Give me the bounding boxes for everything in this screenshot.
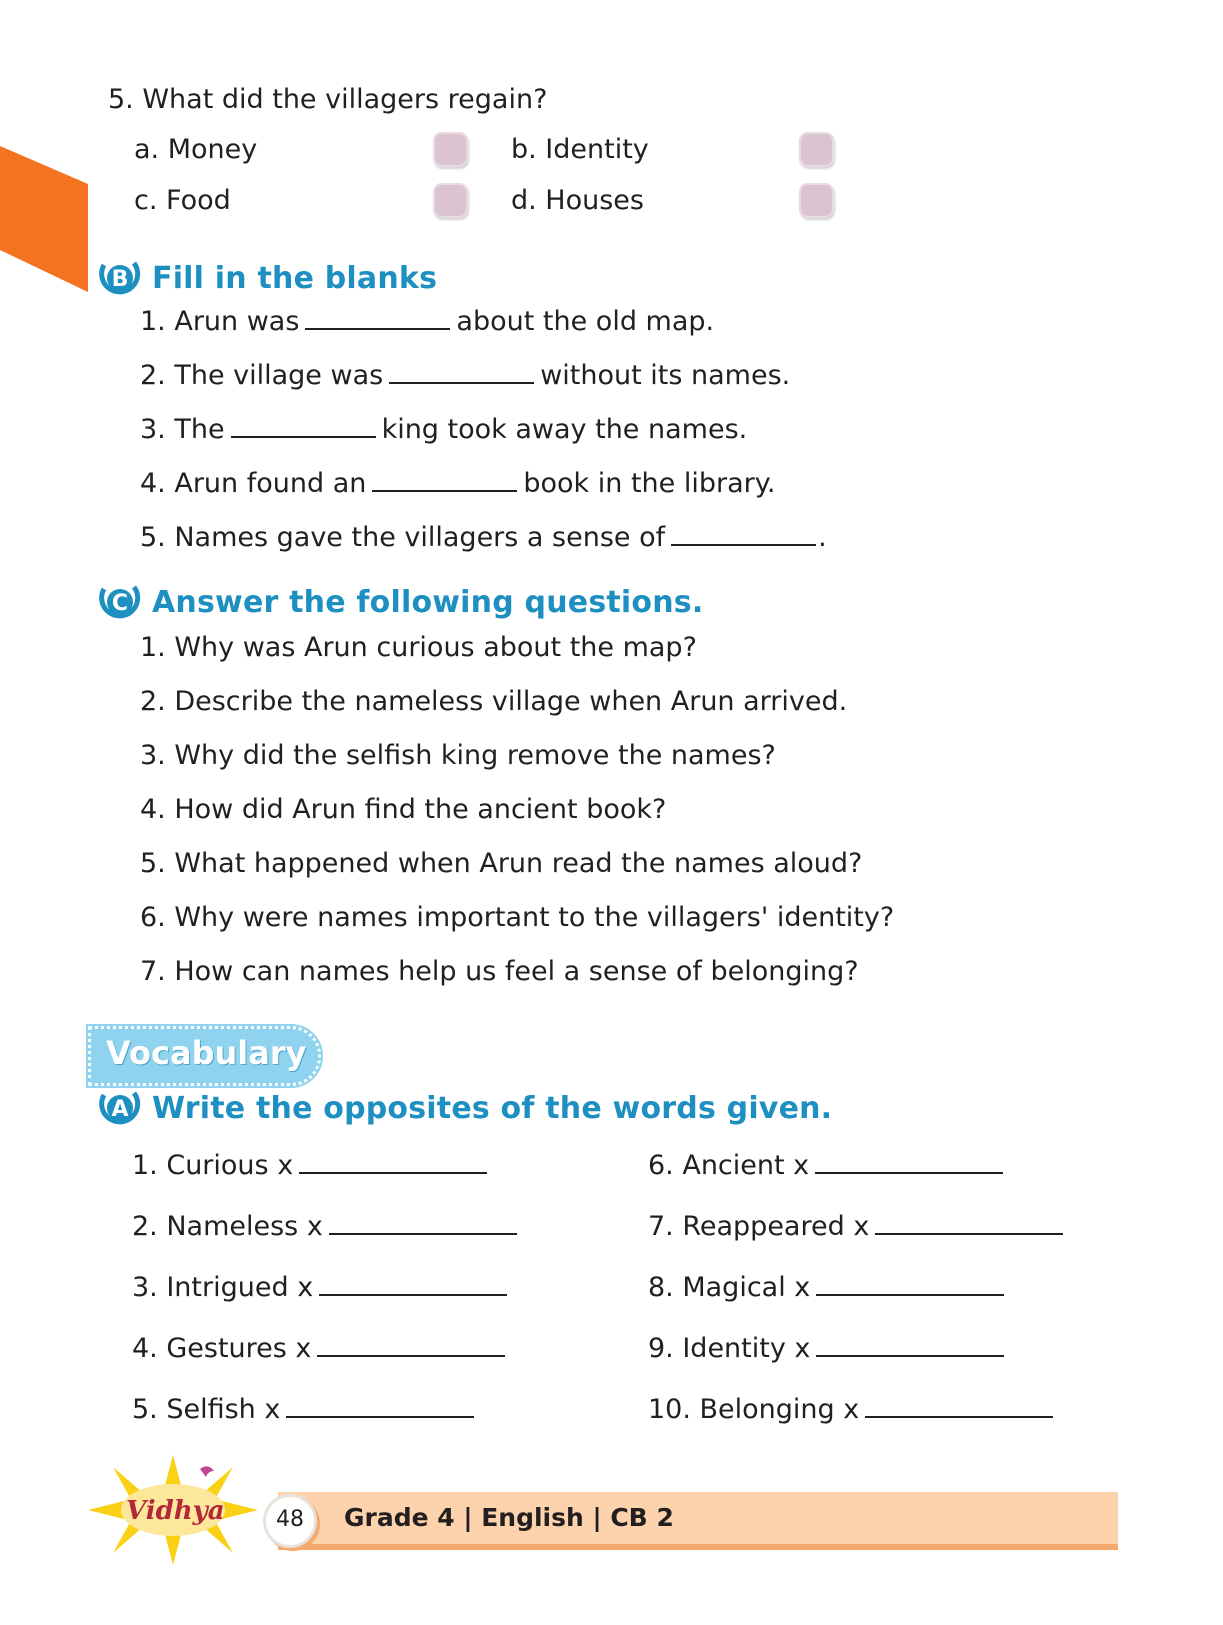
opposite-item-8: 8. Magical x [648,1272,1004,1303]
answer-line[interactable] [286,1396,474,1418]
section-a-letter: A [111,1097,129,1122]
section-c-letter: C [111,591,129,616]
answer-line[interactable] [299,1152,487,1174]
question-7: 7. How can names help us feel a sense of belonging? [140,956,859,987]
opposite-item-5: 5. Selfish x [132,1394,474,1425]
orange-corner-decoration [0,146,88,292]
section-b-heading [96,255,437,301]
question-1: 1. Why was Arun curious about the map? [140,632,697,663]
page-number: 48 [276,1507,304,1532]
section-c-title: Answer the following questions. [152,584,704,620]
vocab-section-a-title: Write the opposites of the words given. [152,1090,833,1126]
question-2: 2. Describe the nameless village when Arun arrived. [140,686,848,717]
option-d-checkbox[interactable] [799,183,834,218]
answer-line[interactable] [319,1274,507,1296]
question-5: 5. What happened when Arun read the names aloud? [140,848,863,879]
opposite-item-7: 7. Reappeared x [648,1211,1063,1242]
mcq-question: 5. What did the villagers regain? [108,84,548,115]
answer-line[interactable] [865,1396,1053,1418]
answer-line[interactable] [815,1152,1003,1174]
option-a: a. Money [134,134,258,165]
opposite-item-3: 3. Intrigued x [132,1272,507,1303]
question-4: 4. How did Arun find the ancient book? [140,794,667,825]
footer-text: Grade 4 | English | CB 2 [344,1503,674,1532]
fill-blank-3: 3. The king took away the names. [140,414,748,445]
section-a-icon [96,1085,142,1131]
fill-blank-1: 1. Arun was about the old map. [140,306,715,337]
option-b: b. Identity [511,134,649,165]
fill-blank-2: 2. The village was without its names. [140,360,791,391]
vocab-section-a-heading [96,1085,832,1131]
answer-line[interactable] [816,1335,1004,1357]
answer-line[interactable] [875,1213,1063,1235]
option-a-checkbox[interactable] [433,132,468,167]
option-c-checkbox[interactable] [433,183,468,218]
blank-line[interactable] [372,470,517,492]
option-b-checkbox[interactable] [799,132,834,167]
opposite-item-9: 9. Identity x [648,1333,1004,1364]
blank-line[interactable] [671,524,816,546]
question-6: 6. Why were names important to the villagers' identity? [140,902,895,933]
opposite-item-6: 6. Ancient x [648,1150,1003,1181]
section-b-title: Fill in the blanks [152,260,438,296]
option-d: d. Houses [511,185,644,216]
section-c-heading [96,579,703,625]
blank-line[interactable] [305,308,450,330]
opposite-item-2: 2. Nameless x [132,1211,517,1242]
opposite-item-4: 4. Gestures x [132,1333,505,1364]
blank-line[interactable] [231,416,376,438]
fill-blank-5: 5. Names gave the villagers a sense of . [140,522,827,553]
answer-line[interactable] [816,1274,1004,1296]
option-c: c. Food [134,185,231,216]
question-3: 3. Why did the selfish king remove the names? [140,740,776,771]
section-c-icon [96,579,142,625]
logo-text: Vidhya [126,1496,225,1526]
blank-line[interactable] [389,362,534,384]
vocabulary-badge-label: Vocabulary [106,1034,307,1072]
opposite-item-10: 10. Belonging x [648,1394,1053,1425]
fill-blank-4: 4. Arun found an book in the library. [140,468,776,499]
section-b-icon [96,255,142,301]
answer-line[interactable] [317,1335,505,1357]
answer-line[interactable] [329,1213,517,1235]
opposite-item-1: 1. Curious x [132,1150,487,1181]
section-b-letter: B [111,267,129,292]
